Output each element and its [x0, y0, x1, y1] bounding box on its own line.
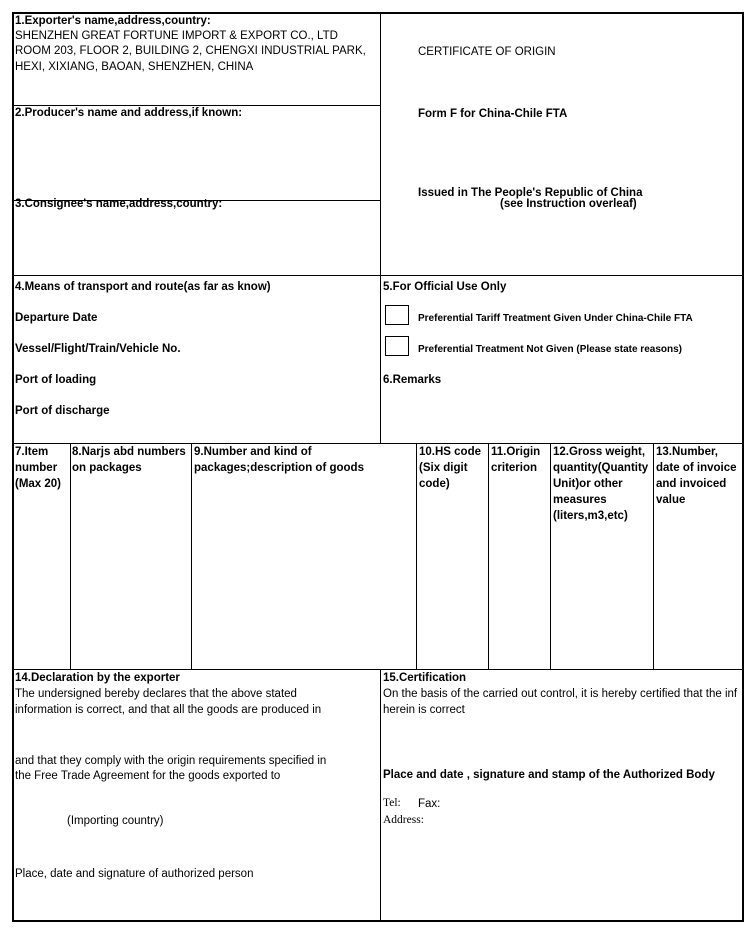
consignee-heading: 3.Consignee's name,address,country: [15, 198, 223, 210]
col-line-11 [488, 443, 489, 669]
col-line-8 [70, 443, 71, 669]
declaration-line-4: the Free Trade Agreement for the goods exported to [15, 770, 281, 782]
top-vertical-divider [380, 13, 381, 443]
vessel-label: Vessel/Flight/Train/Vehicle No. [15, 343, 181, 355]
official-heading: 5.For Official Use Only [383, 281, 507, 293]
preferential-not-given-label: Preferential Treatment Not Given (Please state reasons) [418, 344, 682, 355]
col-gross-weight-header: 12.Gross weight, quantity(Quantity Unit)or other measures (liters,m3,etc) [553, 446, 649, 522]
address-label: Address: [383, 814, 424, 826]
preferential-given-label: Preferential Tariff Treatment Given Under China-Chile FTA [418, 313, 693, 324]
exporter-heading: 1.Exporter's name,address,country: [15, 15, 211, 27]
exporter-line-1: SHENZHEN GREAT FORTUNE IMPORT & EXPORT CO., LTD [15, 30, 338, 42]
col-invoice-header: 13.Number, date of invoice and invoiced value [656, 446, 737, 506]
preferential-not-given-checkbox[interactable] [385, 336, 409, 356]
port-discharge-label: Port of discharge [15, 405, 110, 417]
remarks-heading: 6.Remarks [383, 374, 442, 386]
exporter-line-2: ROOM 203, FLOOR 2, BUILDING 2, CHENGXI INDUSTRIAL PARK, [15, 45, 366, 57]
tel-label: Tel: [383, 797, 401, 809]
declaration-line-3: and that they comply with the origin requirements specified in [15, 755, 327, 767]
col-line-10 [416, 443, 417, 669]
col-marks-header: 8.Narjs abd numbers on packages [72, 446, 186, 474]
divider-header-transport [13, 275, 743, 276]
preferential-given-checkbox[interactable] [385, 305, 409, 325]
divider-goods-declaration [13, 669, 743, 670]
exporter-line-3: HEXI, XIXIANG, BAOAN, SHENZHEN, CHINA [15, 61, 254, 73]
col-line-13 [653, 443, 654, 669]
declaration-heading: 14.Declaration by the exporter [15, 672, 180, 684]
departure-date-label: Departure Date [15, 312, 98, 324]
col-origin-criterion-header: 11.Origin criterion [491, 446, 541, 474]
certification-line-2: herein is correct [383, 704, 465, 716]
col-description-header: 9.Number and kind of packages;description of goods [194, 446, 364, 474]
importing-country-label: (Importing country) [67, 815, 164, 827]
col-line-9 [191, 443, 192, 669]
certification-line-1: On the basis of the carried out control, it is hereby certified that the inf [383, 688, 738, 700]
transport-heading: 4.Means of transport and route(as far as know) [15, 281, 271, 293]
declaration-signature-label: Place, date and signature of authorized person [15, 868, 254, 880]
certification-heading: 15.Certification [383, 672, 467, 684]
producer-heading: 2.Producer's name and address,if known: [15, 107, 243, 119]
col-item-number-header: 7.Item number (Max 20) [15, 446, 62, 490]
certification-signature-label: Place and date , signature and stamp of the Authorized Body [383, 769, 715, 781]
certificate-form: Form F for China-Chile FTA [418, 108, 568, 120]
col-hs-code-header: 10.HS code (Six digit code) [419, 446, 481, 490]
certificate-issued: Issued in The People's Republic of China [418, 187, 643, 199]
col-line-12 [550, 443, 551, 669]
declaration-line-1: The undersigned bereby declares that the above stated [15, 688, 297, 700]
certificate-instruction: (see Instruction overleaf) [500, 198, 637, 210]
fax-label: Fax: [418, 798, 441, 810]
declaration-line-2: information is correct, and that all the goods are produced in [15, 704, 322, 716]
certificate-title: CERTIFICATE OF ORIGIN [418, 46, 556, 58]
port-loading-label: Port of loading [15, 374, 97, 386]
bottom-vertical-divider [380, 669, 381, 921]
